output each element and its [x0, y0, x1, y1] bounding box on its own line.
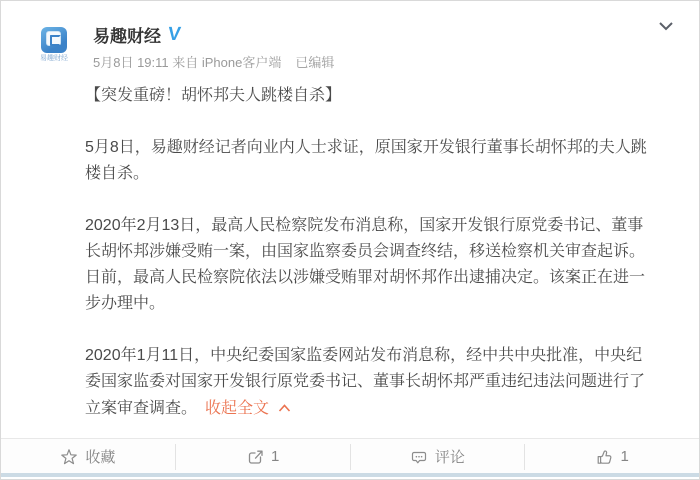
- avatar[interactable]: [41, 27, 67, 53]
- post-title: 【突发重磅！胡怀邦夫人跳楼自杀】: [85, 87, 342, 104]
- post-timestamp[interactable]: 5月8日 19:11 来自 iPhone客户端: [93, 55, 282, 70]
- avatar-logo-icon: [46, 31, 61, 46]
- like-button[interactable]: [525, 439, 699, 474]
- post-paragraph: 2020年2月13日，最高人民检察院发布消息称，国家开发银行原党委书记、董事 长胡怀邦涉嫌受贿一案，由国家监察委员会调查终结，移送检察机关审查起诉。 日前，最高人民检察院依法以涉嫌受贿罪对胡怀邦作出逮捕决定。该案正在进一 步办理中。: [85, 217, 646, 312]
- post-content: [85, 83, 651, 422]
- bottom-divider-bar: [1, 473, 699, 477]
- comment-label: 评论: [434, 449, 465, 466]
- star-icon: [60, 448, 78, 466]
- verified-badge-icon: V: [166, 24, 182, 45]
- author-row: [93, 22, 181, 47]
- post-paragraph: 5月8日，易趣财经记者向业内人士求证，原国家开发银行董事长胡怀邦的夫人跳 楼自杀。: [85, 139, 647, 182]
- post-last-line: 立案审查调查。 收起全文: [85, 395, 651, 422]
- chevron-down-icon: [658, 21, 674, 31]
- collapse-full-text-link[interactable]: 收起全文: [205, 400, 270, 417]
- favorite-label: 收藏: [85, 449, 116, 466]
- thumbs-up-icon: [595, 448, 613, 466]
- edited-label: 已编辑: [295, 55, 335, 70]
- comment-bubble-icon: [410, 448, 428, 466]
- action-toolbar: [1, 438, 699, 474]
- author-username[interactable]: 易趣财经: [93, 27, 161, 46]
- collapse-chevron-up-icon[interactable]: [278, 395, 291, 421]
- repost-button[interactable]: [176, 439, 350, 474]
- repost-icon: [246, 448, 264, 466]
- post-menu-button[interactable]: [655, 17, 677, 35]
- like-count: 1: [620, 448, 629, 465]
- post-meta: [93, 52, 334, 71]
- comment-button[interactable]: [351, 439, 525, 474]
- avatar-caption: 易趣财经: [40, 55, 68, 62]
- repost-count: 1: [270, 448, 280, 465]
- favorite-button[interactable]: [1, 439, 175, 474]
- post-paragraph: 2020年1月11日，中央纪委国家监委网站发布消息称，经中共中央批准，中央纪 委国家监委对国家开发银行原党委书记、董事长胡怀邦严重违纪违法问题进行了 立案审查调查。 收起全文: [85, 343, 651, 422]
